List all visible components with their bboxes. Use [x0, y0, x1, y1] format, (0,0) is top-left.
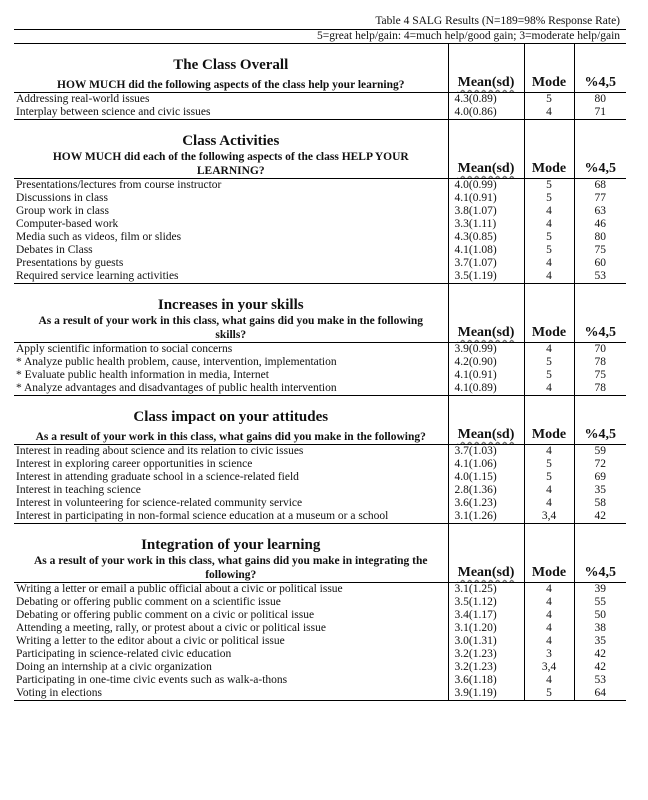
table-row: [14, 356, 626, 369]
item-label: Writing a letter to the editor about a civic or political issue: [16, 635, 285, 647]
pct-value: 75: [574, 244, 626, 257]
section-title: Class impact on your attitudes: [133, 409, 329, 425]
pct-value: 59: [574, 445, 626, 459]
pct-value: 42: [574, 648, 626, 661]
mean-value: 4.3(0.85): [448, 231, 524, 244]
item-label: Writing a letter or email a public official about a civic or political issue: [16, 583, 343, 595]
table-row: [14, 343, 626, 357]
blank-cell: [524, 120, 574, 151]
item-label: Required service learning activities: [14, 270, 448, 284]
pct-value: 72: [574, 458, 626, 471]
pct-value: 55: [574, 596, 626, 609]
section-question: As a result of your work in this class, what gains did you make in integrating the following?: [14, 554, 448, 583]
mean-value: 4.0(1.15): [448, 471, 524, 484]
mean-value: 3.2(1.23): [448, 648, 524, 661]
mode-value: 5: [524, 93, 574, 107]
item-label: Media such as videos, film or slides: [16, 231, 182, 243]
pct-value: 78: [574, 382, 626, 396]
item-label: Debating or offering public comment on a scientific issue: [16, 596, 281, 608]
mode-value: 4: [524, 497, 574, 510]
mean-value: 3.4(1.17): [448, 609, 524, 622]
pct-value: 53: [574, 674, 626, 687]
section-header-row: [14, 150, 626, 179]
pct-header: %4,5: [574, 314, 626, 343]
mean-value: 4.1(1.06): [448, 458, 524, 471]
pct-value: 70: [574, 343, 626, 357]
table-row: [14, 270, 626, 284]
mean-header-label: Mean(sd): [457, 325, 515, 340]
mode-value: 4: [524, 218, 574, 231]
table-row: [14, 583, 626, 597]
mode-header: Mode: [524, 314, 574, 343]
section-question: As a result of your work in this class, what gains did you make in the following skills?: [14, 314, 448, 343]
table-row: [14, 445, 626, 459]
mean-header: [448, 150, 524, 179]
mode-header: Mode: [524, 554, 574, 583]
pct-value: 63: [574, 205, 626, 218]
mean-header-label: Mean(sd): [457, 565, 515, 580]
mean-value: 3.8(1.07): [448, 205, 524, 218]
mean-value: 3.2(1.23): [448, 661, 524, 674]
mode-value: 4: [524, 596, 574, 609]
section-title-row: [14, 120, 626, 151]
item-label: Participating in science-related civic education: [16, 648, 232, 660]
mean-value: 3.5(1.12): [448, 596, 524, 609]
mean-value: 3.1(1.25): [448, 583, 524, 597]
section-title-row: [14, 44, 626, 75]
mode-value: 4: [524, 583, 574, 597]
blank-cell: [524, 524, 574, 555]
section-title: The Class Overall: [173, 57, 289, 73]
table-row: [14, 674, 626, 687]
table-row: [14, 179, 626, 193]
pct-value: 42: [574, 510, 626, 524]
table-body: [14, 14, 626, 701]
salg-results-table: [14, 14, 626, 701]
mean-value: 3.9(0.99): [448, 343, 524, 357]
mean-value: 3.6(1.18): [448, 674, 524, 687]
pct-value: 42: [574, 661, 626, 674]
table-row: [14, 471, 626, 484]
blank-cell: [448, 120, 524, 151]
legend-row: [14, 30, 626, 44]
blank-cell: [574, 396, 626, 427]
table-row: [14, 382, 626, 396]
mean-value: 3.1(1.26): [448, 510, 524, 524]
pct-value: 35: [574, 484, 626, 497]
mode-value: 5: [524, 687, 574, 701]
item-label: Presentations by guests: [16, 257, 124, 269]
mean-header-label: Mean(sd): [457, 427, 515, 442]
mean-value: 4.1(0.89): [448, 382, 524, 396]
blank-cell: [448, 284, 524, 315]
pct-header: %4,5: [574, 554, 626, 583]
mean-header: [448, 74, 524, 93]
mean-value: 4.0(0.86): [448, 106, 524, 120]
item-label: * Analyze advantages and disadvantages of public health intervention: [14, 382, 448, 396]
pct-value: 38: [574, 622, 626, 635]
section-title: Increases in your skills: [157, 297, 304, 313]
blank-cell: [448, 396, 524, 427]
mode-value: 4: [524, 270, 574, 284]
mode-value: 5: [524, 356, 574, 369]
mean-value: 4.1(0.91): [448, 192, 524, 205]
item-label: Interest in attending graduate school in a science-related field: [16, 471, 299, 483]
pct-value: 78: [574, 356, 626, 369]
mode-header: Mode: [524, 150, 574, 179]
mode-value: 4: [524, 445, 574, 459]
table-row: [14, 231, 626, 244]
pct-value: 80: [574, 93, 626, 107]
pct-value: 60: [574, 257, 626, 270]
table-row: [14, 635, 626, 648]
pct-value: 35: [574, 635, 626, 648]
table-row: [14, 484, 626, 497]
mean-value: 3.3(1.11): [448, 218, 524, 231]
blank-cell: [448, 524, 524, 555]
mean-value: 4.0(0.99): [448, 179, 524, 193]
section-title-row: [14, 396, 626, 427]
item-label: Participating in one-time civic events such as walk-a-thons: [16, 674, 288, 686]
item-label: Voting in elections: [14, 687, 448, 701]
pct-value: 50: [574, 609, 626, 622]
item-label: Discussions in class: [16, 192, 108, 204]
mode-value: 4: [524, 382, 574, 396]
mode-value: 5: [524, 179, 574, 193]
mode-value: 5: [524, 471, 574, 484]
mean-value: 3.7(1.07): [448, 257, 524, 270]
blank-cell: [574, 44, 626, 75]
pct-value: 71: [574, 106, 626, 120]
pct-value: 75: [574, 369, 626, 382]
section-question: As a result of your work in this class, what gains did you make in the following?: [14, 426, 448, 445]
mode-header: Mode: [524, 426, 574, 445]
table-caption: Table 4 SALG Results (N=189=98% Response Rate): [14, 14, 626, 30]
item-label: Attending a meeting, rally, or protest about a civic or political issue: [16, 622, 326, 634]
pct-header: %4,5: [574, 74, 626, 93]
table-row: [14, 218, 626, 231]
section-title-row: [14, 284, 626, 315]
item-label: * Analyze public health problem, cause, intervention, implementation: [16, 356, 337, 368]
mode-value: 5: [524, 231, 574, 244]
pct-header: %4,5: [574, 426, 626, 445]
pct-header: %4,5: [574, 150, 626, 179]
mode-value: 4: [524, 343, 574, 357]
pct-value: 68: [574, 179, 626, 193]
section-header-row: [14, 314, 626, 343]
item-label: Addressing real-world issues: [16, 93, 150, 105]
item-label: Computer-based work: [16, 218, 119, 230]
mean-value: 2.8(1.36): [448, 484, 524, 497]
pct-value: 39: [574, 583, 626, 597]
mean-header-label: Mean(sd): [457, 161, 515, 176]
mode-value: 5: [524, 369, 574, 382]
rating-legend: 5=great help/gain: 4=much help/good gain; 3=moderate help/gain: [14, 30, 626, 44]
table-row: [14, 369, 626, 382]
blank-cell: [574, 524, 626, 555]
mode-value: 5: [524, 192, 574, 205]
section-title-row: [14, 524, 626, 555]
table-row: [14, 458, 626, 471]
mean-value: 4.3(0.89): [448, 93, 524, 107]
table-row: [14, 257, 626, 270]
table-row: [14, 596, 626, 609]
blank-cell: [524, 396, 574, 427]
caption-row: [14, 14, 626, 30]
section-header-row: [14, 74, 626, 93]
pct-value: 64: [574, 687, 626, 701]
mean-value: 4.1(1.08): [448, 244, 524, 257]
mode-value: 4: [524, 205, 574, 218]
mode-header: Mode: [524, 74, 574, 93]
item-label: Interest in volunteering for science-related community service: [16, 497, 303, 509]
blank-cell: [448, 44, 524, 75]
mean-value: 3.6(1.23): [448, 497, 524, 510]
mode-value: 3: [524, 648, 574, 661]
mean-header: [448, 314, 524, 343]
table-row: [14, 622, 626, 635]
pct-value: 53: [574, 270, 626, 284]
item-label: Apply scientific information to social concerns: [16, 343, 233, 355]
section-title: Class Activities: [182, 133, 280, 149]
mode-value: 4: [524, 674, 574, 687]
table-row: [14, 244, 626, 257]
item-label: Presentations/lectures from course instructor: [16, 179, 222, 191]
mean-header: [448, 554, 524, 583]
item-label: Interest in teaching science: [16, 484, 141, 496]
mean-header-label: Mean(sd): [457, 75, 515, 90]
item-label: Debating or offering public comment on a civic or political issue: [16, 609, 315, 621]
mode-value: 3,4: [524, 510, 574, 524]
section-title: Integration of your learning: [141, 537, 321, 553]
mode-value: 4: [524, 609, 574, 622]
mean-value: 4.1(0.91): [448, 369, 524, 382]
mean-value: 3.5(1.19): [448, 270, 524, 284]
table-row: [14, 609, 626, 622]
pct-value: 46: [574, 218, 626, 231]
item-label: Doing an internship at a civic organization: [16, 661, 212, 673]
mean-value: 3.0(1.31): [448, 635, 524, 648]
blank-cell: [574, 284, 626, 315]
item-label: Interest in exploring career opportunities in science: [16, 458, 253, 470]
mode-value: 5: [524, 458, 574, 471]
pct-value: 58: [574, 497, 626, 510]
table-row: [14, 106, 626, 120]
pct-value: 77: [574, 192, 626, 205]
item-label: Interplay between science and civic issues: [14, 106, 448, 120]
pct-value: 69: [574, 471, 626, 484]
mode-value: 4: [524, 106, 574, 120]
section-question: HOW MUCH did each of the following aspects of the class HELP YOUR LEARNING?: [14, 150, 448, 179]
item-label: Group work in class: [16, 205, 109, 217]
table-row: [14, 497, 626, 510]
pct-value: 80: [574, 231, 626, 244]
table-row: [14, 687, 626, 701]
mean-header: [448, 426, 524, 445]
item-label: * Evaluate public health information in media, Internet: [16, 369, 269, 381]
table-row: [14, 510, 626, 524]
mean-value: 3.7(1.03): [448, 445, 524, 459]
table-row: [14, 661, 626, 674]
mode-value: 4: [524, 484, 574, 497]
item-label: Debates in Class: [16, 244, 93, 256]
mode-value: 4: [524, 622, 574, 635]
mode-value: 4: [524, 257, 574, 270]
blank-cell: [524, 284, 574, 315]
section-header-row: [14, 554, 626, 583]
blank-cell: [574, 120, 626, 151]
table-row: [14, 205, 626, 218]
item-label: Interest in reading about science and its relation to civic issues: [16, 445, 304, 457]
section-header-row: [14, 426, 626, 445]
mode-value: 3,4: [524, 661, 574, 674]
section-question: HOW MUCH did the following aspects of the class help your learning?: [14, 74, 448, 93]
blank-cell: [524, 44, 574, 75]
mean-value: 3.1(1.20): [448, 622, 524, 635]
table-row: [14, 648, 626, 661]
mode-value: 5: [524, 244, 574, 257]
item-label: Interest in participating in non-formal science education at a museum or a school: [14, 510, 448, 524]
table-row: [14, 93, 626, 107]
mean-value: 4.2(0.90): [448, 356, 524, 369]
table-row: [14, 192, 626, 205]
mode-value: 4: [524, 635, 574, 648]
mean-value: 3.9(1.19): [448, 687, 524, 701]
